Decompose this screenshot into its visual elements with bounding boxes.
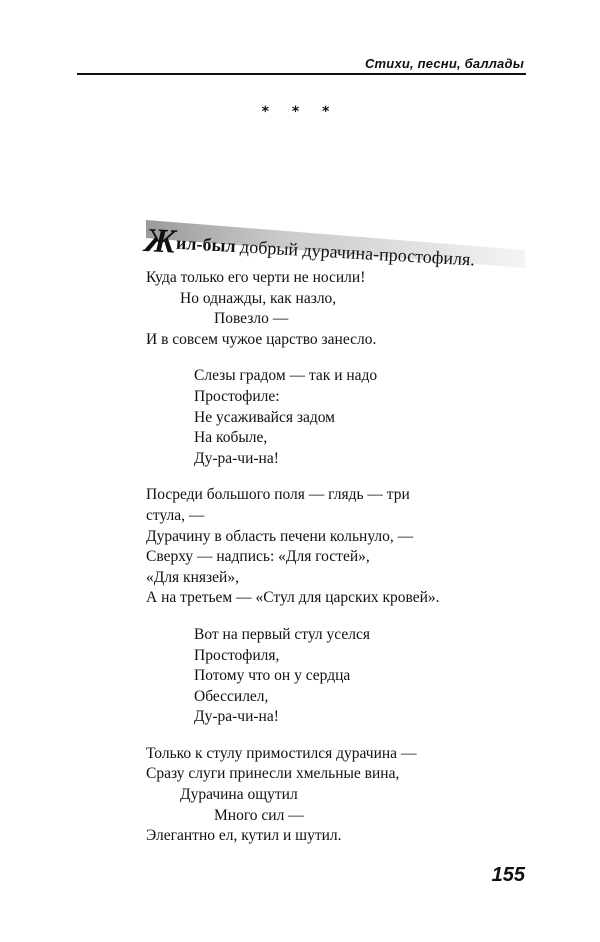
stanza-gap — [146, 469, 526, 485]
header-divider — [77, 73, 526, 75]
poem-line: Повезло — — [214, 310, 289, 328]
poem-line: Обессилел, — [194, 687, 269, 705]
title-rest: добрый дурачина-простофиля. — [235, 236, 476, 270]
running-head-title: Стихи, песни, баллады — [364, 56, 524, 71]
poem-line: Дурачина ощутил — [180, 786, 298, 804]
poem-title — [140, 198, 530, 278]
poem-line: На кобыле, — [194, 429, 268, 447]
title-bold-part: ил-был — [175, 232, 237, 257]
section-ornament: * * * — [261, 104, 339, 120]
poem-line: Много сил — — [214, 806, 304, 824]
page-number: 155 — [491, 864, 525, 886]
stanza-gap — [146, 728, 526, 744]
poem-line: А на третьем — «Стул для царских кровей». — [146, 589, 440, 607]
poem-line: Куда только его черти не носили! — [146, 269, 366, 286]
poem-line: «Для князей», — [146, 568, 239, 586]
poem-line: Ду-ра-чи-на! — [194, 708, 279, 726]
poem-line: Только к стулу примостился дурачина — — [146, 744, 417, 762]
poem-line: стула, — — [146, 506, 205, 524]
poem-line: Дурачину в область печени кольнуло, — — [146, 527, 414, 545]
poem-line: Потому что он у сердца — [194, 667, 351, 685]
poem-line: Слезы градом — так и надо — [194, 367, 378, 385]
poem-line: Простофиля, — [194, 646, 280, 664]
stanza — [146, 366, 526, 469]
poem-line: Сразу слуги принесли хмельные вина, — [146, 765, 400, 783]
poem-line: Сверху — надпись: «Для гостей», — [146, 548, 370, 566]
stanza-gap — [146, 350, 526, 366]
stanza — [146, 485, 526, 609]
poem-line: Простофиле: — [194, 387, 280, 405]
stanza — [146, 268, 526, 350]
poem-line: Не усаживайся задом — [194, 408, 335, 426]
stanza — [146, 744, 526, 847]
stanza — [146, 625, 526, 728]
poem-line: Элегантно ел, кутил и шутил. — [146, 827, 342, 845]
poem-line: Вот на первый стул уселся — [194, 625, 370, 643]
stanza-gap — [146, 609, 526, 625]
poem-line: И в совсем чужое царство занесло. — [146, 330, 377, 348]
poem-body — [146, 268, 526, 847]
title-dropcap: Ж — [143, 222, 178, 261]
poem-line: Но однажды, как назло, — [180, 289, 337, 307]
poem-line: Посреди большого поля — глядь — три — [146, 486, 410, 504]
poem-line: Ду-ра-чи-на! — [194, 449, 279, 467]
